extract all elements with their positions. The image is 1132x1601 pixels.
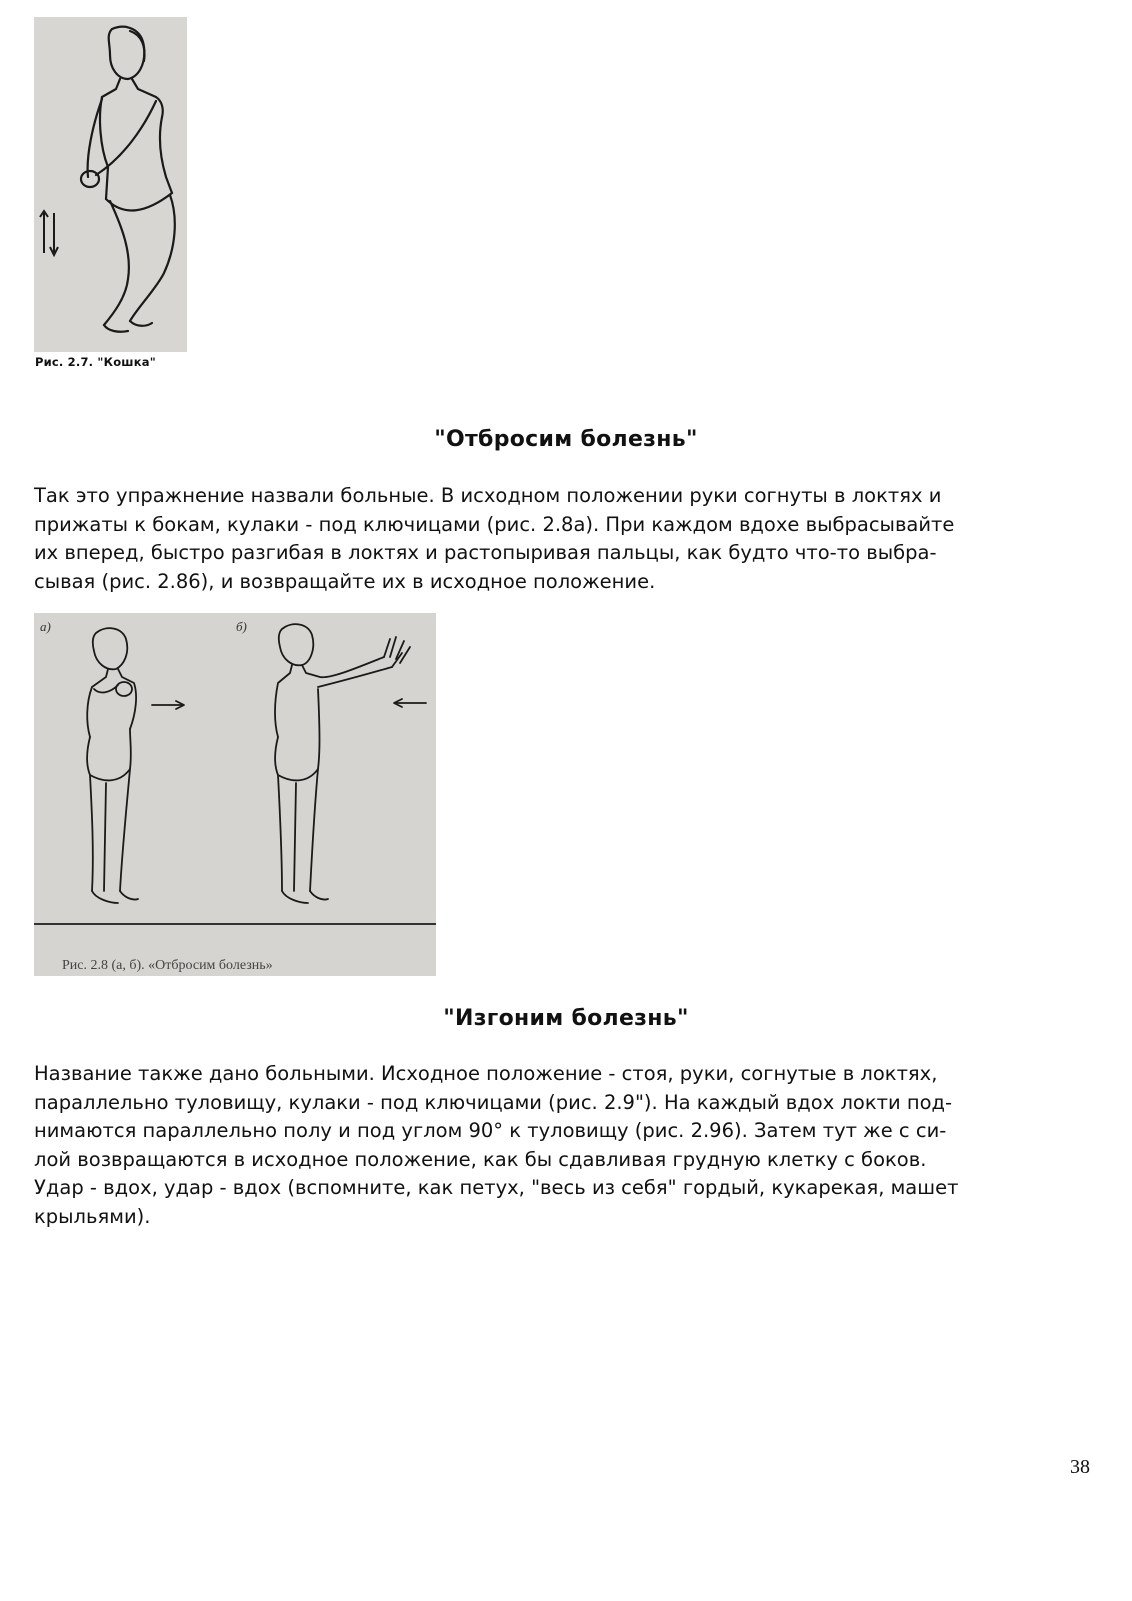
- paragraph-line: их вперед, быстро разгибая в локтях и растопыривая пальцы, как будто что-то выбра-: [34, 541, 937, 564]
- paragraph-line: крыльями).: [34, 1204, 151, 1228]
- throw-away-drawing: [34, 613, 436, 976]
- paragraph-line: прижаты к бокам, кулаки - под ключицами (рис. 2.8а). При каждом вдохе выбрасывайте: [34, 512, 955, 536]
- section1-title: "Отбросим болезнь": [434, 427, 698, 452]
- paragraph-line: сывая (рис. 2.86), и возвращайте их в исходное положение.: [34, 569, 656, 593]
- figure2-caption: Рис. 2.8 (а, б). «Отбросим болезнь»: [62, 958, 273, 973]
- paragraph-line: Так это упражнение назвали больные. В исходном положении руки согнуты в локтях и: [34, 484, 942, 507]
- figure-throw-away-illness: [34, 613, 436, 976]
- paragraph-line: параллельно туловищу, кулаки - под ключицами (рис. 2.9"). На каждый вдох локти под-: [34, 1090, 953, 1114]
- paragraph-line: Название также дано больными. Исходное положение - стоя, руки, согнутые в локтях,: [34, 1062, 938, 1085]
- page-number: 38: [1070, 1456, 1090, 1478]
- section2-title: "Изгоним болезнь": [443, 1006, 689, 1031]
- cat-pose-drawing: [34, 17, 187, 352]
- label-a: а): [40, 619, 51, 634]
- paragraph-line: нимаются параллельно полу и под углом 90° к туловищу (рис. 2.96). Затем тут же с си-: [34, 1119, 947, 1142]
- section2-paragraph: [34, 1060, 1099, 1231]
- section1-paragraph: [34, 482, 1099, 596]
- label-b: б): [236, 619, 247, 634]
- figure-cat-illustration: [34, 17, 187, 352]
- paragraph-line: лой возвращаются в исходное положение, как бы сдавливая грудную клетку с боков.: [34, 1147, 927, 1171]
- paragraph-line: Удар - вдох, удар - вдох (вспомните, как петух, "весь из себя" гордый, кукарекая, машет: [34, 1176, 959, 1199]
- figure1-caption: Рис. 2.7. "Кошка": [35, 355, 156, 369]
